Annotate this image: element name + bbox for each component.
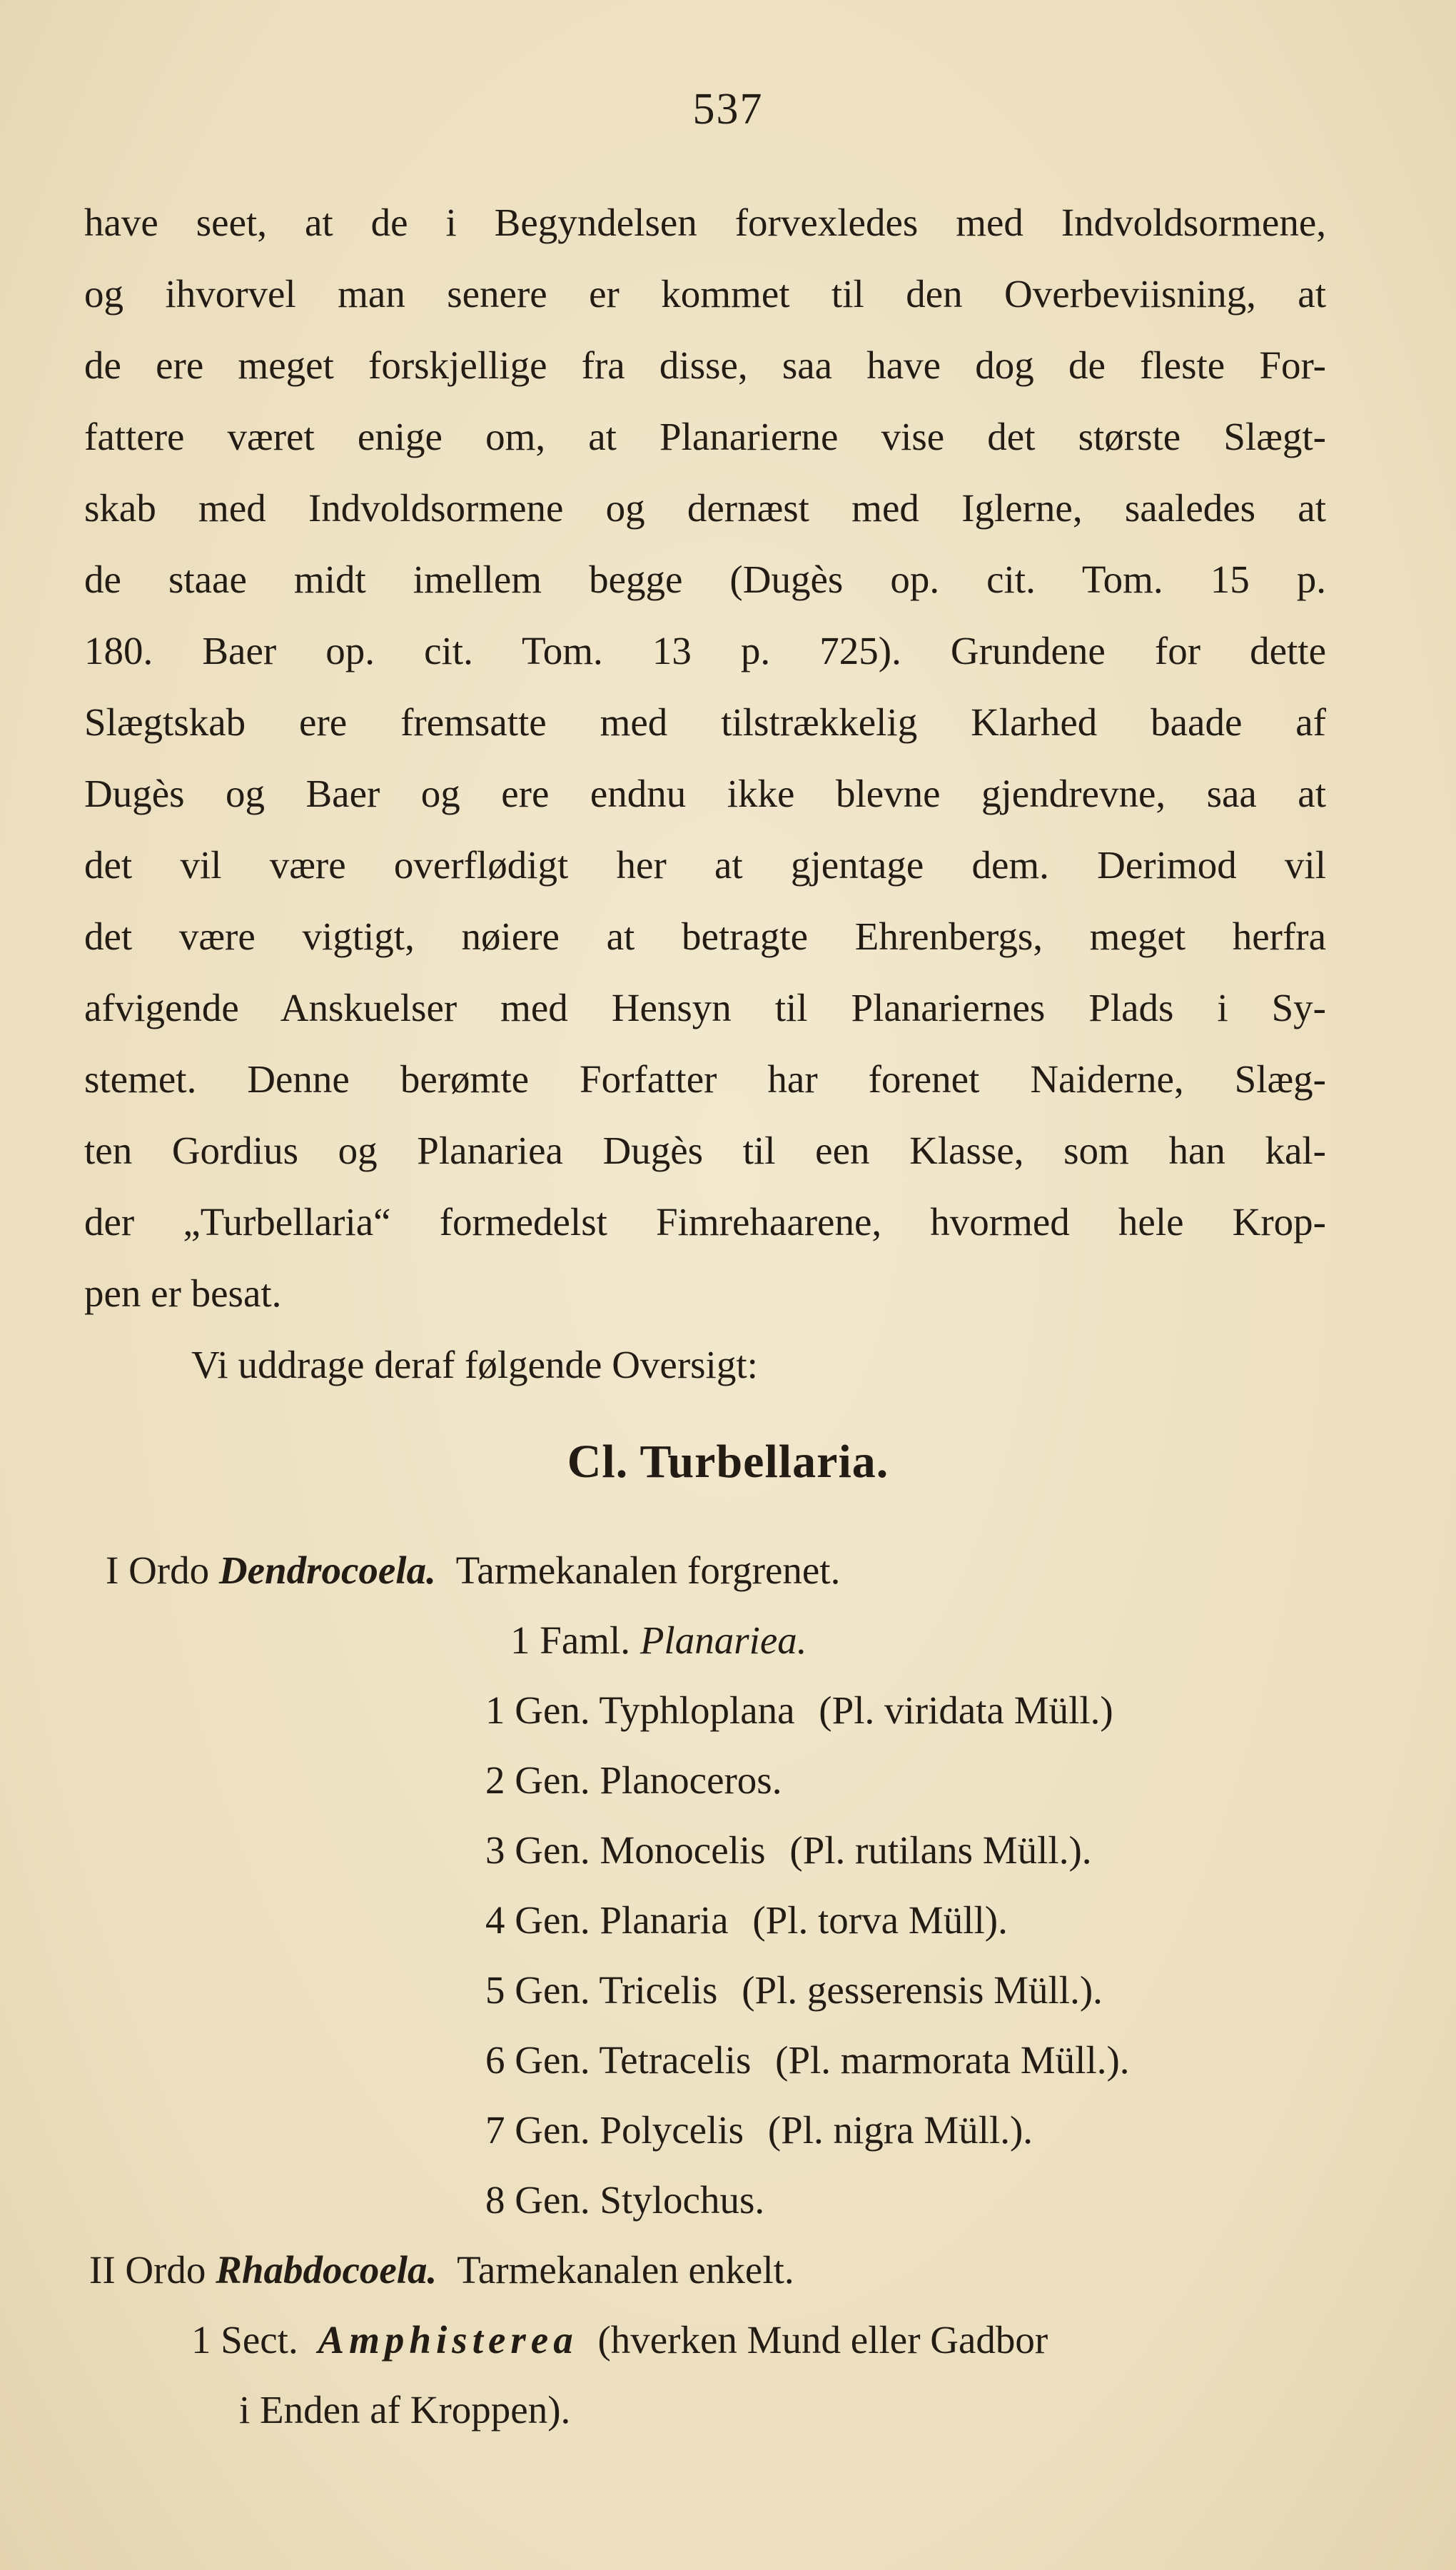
section-row [191, 2304, 1048, 2376]
genus-note: (Pl. gesserensis Müll.). [742, 1968, 1103, 2012]
ordo-label: I Ordo [106, 1548, 210, 1592]
genus-label: Gen. [515, 2038, 590, 2082]
ordo-label: II Ordo [89, 2248, 206, 2292]
ordo-name: Rhabdocoela. [216, 2248, 438, 2292]
text-line: der „Turbellaria“ formedelst Fimrehaarene, hvormed hele Krop- [84, 1200, 1326, 1244]
genus-label: Gen. [515, 2108, 590, 2152]
genus-row [485, 1955, 1103, 2026]
genus-label: Gen. [515, 1828, 590, 1872]
section-description: (hverken Mund eller Gadbor [597, 2318, 1048, 2362]
genus-note: (Pl. rutilans Müll.). [789, 1828, 1092, 1872]
text-line: skab med Indvoldsormene og dernæst med Iglerne, saaledes at [84, 486, 1326, 530]
genus-name: Polycelis [600, 2108, 744, 2152]
text-line: fattere været enige om, at Planarierne vise det største Slægt- [84, 415, 1326, 458]
genus-row [485, 2025, 1130, 2096]
family-name: Planariea. [639, 1618, 807, 1662]
ordo-row [106, 1535, 840, 1606]
genus-name: Tetracelis [599, 2038, 752, 2082]
section-label: 1 Sect. [191, 2318, 298, 2362]
text-line: stemet. Denne berømte Forfatter har forenet Naiderne, Slæg- [84, 1057, 1326, 1101]
genus-number: 3 [485, 1828, 505, 1872]
genus-number: 7 [485, 2108, 505, 2152]
genus-row [485, 1815, 1092, 1886]
genus-note: (Pl. nigra Müll.). [767, 2108, 1033, 2152]
section-name: Amphisterea [318, 2318, 578, 2362]
genus-label: Gen. [515, 1898, 590, 1942]
text-line: de staae midt imellem begge (Dugès op. cit. Tom. 15 p. [84, 558, 1326, 601]
genus-name: Planaria [600, 1898, 729, 1942]
text-line: pen er besat. [84, 1271, 282, 1315]
text-line: afvigende Anskuelser med Hensyn til Planariernes Plads i Sy- [84, 986, 1326, 1029]
page-number: 537 [692, 85, 764, 133]
text-line: det være vigtigt, nøiere at betragte Ehrenbergs, meget herfra [84, 914, 1326, 958]
genus-number: 5 [485, 1968, 505, 2012]
text-line: og ihvorvel man senere er kommet til den Overbeviisning, at [84, 272, 1326, 316]
section-heading: Cl. Turbellaria. [567, 1436, 889, 1488]
genus-name: Monocelis [600, 1828, 766, 1872]
body-paragraph [84, 187, 1326, 1401]
genus-note: (Pl. torva Müll). [752, 1898, 1008, 1942]
genus-row [485, 2165, 779, 2236]
genus-row [485, 1745, 796, 1816]
section-description-continued: i Enden af Kroppen). [239, 2388, 571, 2432]
genus-name: Planoceros. [600, 1758, 782, 1802]
text-line: de ere meget forskjellige fra disse, saa have dog de fleste For- [84, 343, 1326, 387]
genus-row [485, 1885, 1008, 1956]
text-line: have seet, at de i Begyndelsen forvexledes med Indvoldsormene, [84, 201, 1326, 244]
text-line: Dugès og Baer og ere endnu ikke blevne gjendrevne, saa at [84, 772, 1326, 815]
genus-name: Tricelis [599, 1968, 718, 2012]
text-line: Slægtskab ere fremsatte med tilstrækkelig Klarhed baade af [84, 700, 1326, 744]
ordo-description: Tarmekanalen enkelt. [457, 2248, 794, 2292]
genus-number: 8 [485, 2178, 505, 2222]
genus-label: Gen. [515, 1758, 590, 1802]
text-line: Vi uddrage deraf følgende Oversigt: [191, 1343, 758, 1386]
genus-label: Gen. [515, 1968, 590, 2012]
genus-note: (Pl. viridata Müll.) [819, 1688, 1113, 1732]
genus-number: 2 [485, 1758, 505, 1802]
text-line: det vil være overflødigt her at gjentage dem. Derimod vil [84, 843, 1326, 887]
text-line: 180. Baer op. cit. Tom. 13 p. 725). Grundene for dette [84, 629, 1326, 672]
genus-row [485, 1675, 1113, 1746]
genus-number: 6 [485, 2038, 505, 2082]
genus-name: Stylochus. [600, 2178, 765, 2222]
section-row-continued [239, 2374, 570, 2446]
genus-label: Gen. [515, 2178, 590, 2222]
ordo-row [89, 2234, 794, 2306]
family-label: 1 Faml. [510, 1618, 631, 1662]
genus-note: (Pl. marmorata Müll.). [775, 2038, 1130, 2082]
genus-label: Gen. [515, 1688, 590, 1732]
ordo-name: Dendrocoela. [218, 1548, 436, 1592]
ordo-description: Tarmekanalen forgrenet. [455, 1548, 841, 1592]
family-row [510, 1605, 807, 1676]
genus-number: 1 [485, 1688, 505, 1732]
genus-row [485, 2095, 1033, 2166]
genus-number: 4 [485, 1898, 505, 1942]
genus-name: Typhloplana [599, 1688, 795, 1732]
text-line: ten Gordius og Planariea Dugès til een Klasse, som han kal- [84, 1129, 1326, 1172]
